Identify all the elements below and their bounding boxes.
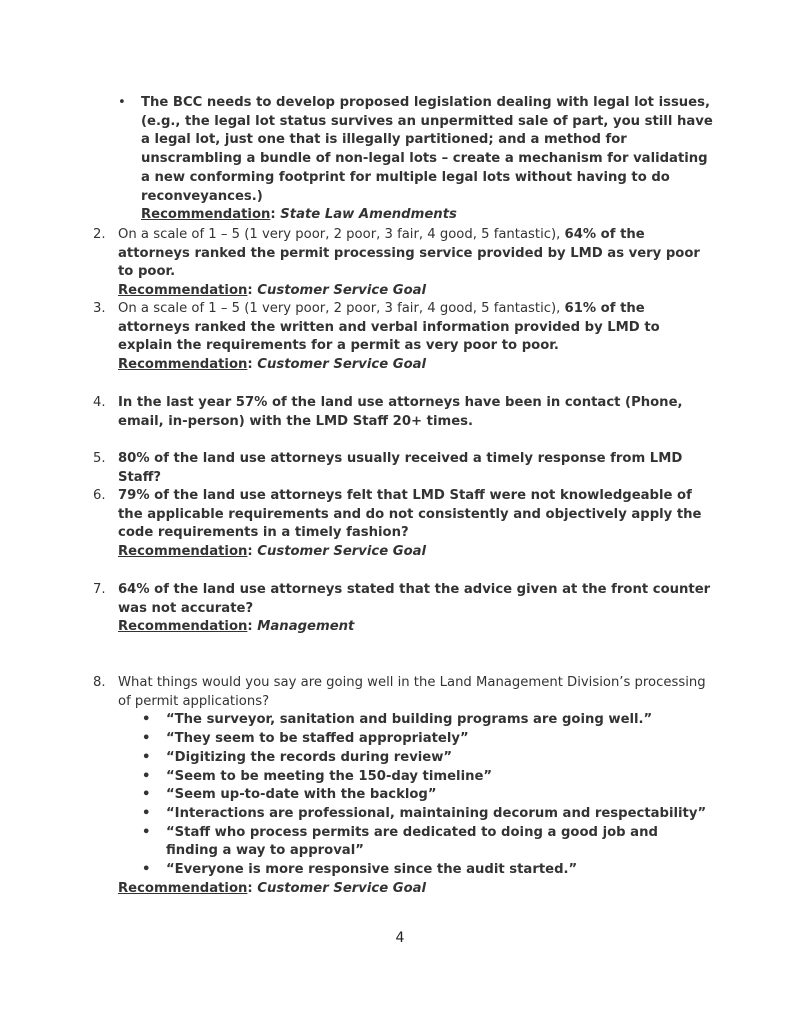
- list-item: • “The surveyor, sanitation and building programs are going well.”: [142, 712, 653, 728]
- item-bold-text: In the last year 57% of the land use attorneys have been in contact (Phone, email, in-person) with the LMD Staff 20+ times.: [118, 395, 683, 429]
- item-bold-text: 64% of the attorneys ranked the permit processing service provided by LMD as very poor to poor.: [118, 227, 700, 280]
- going-well-list: [118, 711, 718, 879]
- item-bold-text: 80% of the land use attorneys usually received a timely response from LMD Staff?: [118, 451, 683, 485]
- list-item: • “Seem up-to-date with the backlog”: [142, 787, 437, 803]
- list-item-8: [93, 674, 718, 898]
- recommendation-label: Recommendation: [118, 619, 248, 635]
- list-item-3: [93, 300, 718, 375]
- recommendation-separator: :: [247, 619, 258, 635]
- recommendation-separator: :: [270, 207, 281, 223]
- recommendation-label: Recommendation: [141, 207, 271, 223]
- list-item: • “Staff who process permits are dedicated to doing a good job and finding a way to approval”: [142, 824, 658, 859]
- item-lead-text: What things would you say are going well in the Land Management Division’s processing of permit applications?: [118, 675, 706, 709]
- recommendation-value: Management: [257, 619, 355, 635]
- item-lead-text: On a scale of 1 – 5 (1 very poor, 2 poor, 3 fair, 4 good, 5 fantastic),: [118, 227, 565, 242]
- item-number: 6.: [93, 488, 106, 503]
- recommendation-separator: :: [247, 544, 258, 560]
- list-item-4: [93, 394, 718, 431]
- item-number: 4.: [93, 395, 106, 410]
- recommendation-separator: :: [247, 283, 258, 299]
- item-number: 8.: [93, 675, 106, 690]
- list-item: • “Interactions are professional, maintaining decorum and respectability”: [142, 805, 707, 821]
- item-number: 2.: [93, 227, 106, 242]
- recommendation-separator: :: [247, 880, 258, 896]
- recommendation-value: State Law Amendments: [280, 207, 457, 223]
- recommendation-label: Recommendation: [118, 357, 248, 373]
- list-item-2: [93, 226, 718, 301]
- page-number: 4: [395, 930, 405, 946]
- item-bold-text: 61% of the attorneys ranked the written and verbal information provided by LMD to explain the requirements for a permit as very poor to poor.: [118, 301, 660, 354]
- item-number: 7.: [93, 582, 106, 597]
- list-item: • “Seem to be meeting the 150-day timeline”: [142, 768, 493, 784]
- bullet-text: The BCC needs to develop proposed legislation dealing with legal lot issues, (e.g., the legal lot status survives an unpermitted sale of part, you still have a legal lot, just one that is illegally partitioned; and a method for unscrambling a bundle of non-legal lots – create a mechanism for validating a new conforming footprint for multiple legal lots without having to do reconveyances.): [141, 95, 713, 204]
- recommendation-separator: :: [247, 357, 258, 373]
- recommendation-label: Recommendation: [118, 544, 248, 560]
- list-item: • “Everyone is more responsive since the audit started.”: [142, 862, 578, 878]
- recommendation-value: Customer Service Goal: [257, 880, 427, 896]
- list-item-6: [93, 487, 718, 562]
- list-item-5: [93, 450, 718, 487]
- recommendation-label: Recommendation: [118, 283, 248, 299]
- recommendation-value: Customer Service Goal: [257, 357, 427, 373]
- legal-lot-bullet: [118, 94, 718, 225]
- item-number: 3.: [93, 301, 106, 316]
- item-number: 5.: [93, 451, 106, 466]
- item-bold-text: 64% of the land use attorneys stated that the advice given at the front counter was not accurate?: [118, 582, 711, 616]
- recommendation-label: Recommendation: [118, 880, 248, 896]
- list-item: • “They seem to be staffed appropriately”: [142, 731, 469, 747]
- list-item-7: [93, 581, 718, 637]
- list-item: • “Digitizing the records during review”: [142, 749, 453, 765]
- bullet-glyph: •: [118, 95, 126, 110]
- item-bold-text: 79% of the land use attorneys felt that LMD Staff were not knowledgeable of the applicable requirements and do not consistently and objectively apply the code requirements in a timely fashion?: [118, 488, 702, 541]
- recommendation-value: Customer Service Goal: [257, 544, 427, 560]
- recommendation-value: Customer Service Goal: [257, 283, 427, 299]
- item-lead-text: On a scale of 1 – 5 (1 very poor, 2 poor, 3 fair, 4 good, 5 fantastic),: [118, 301, 565, 316]
